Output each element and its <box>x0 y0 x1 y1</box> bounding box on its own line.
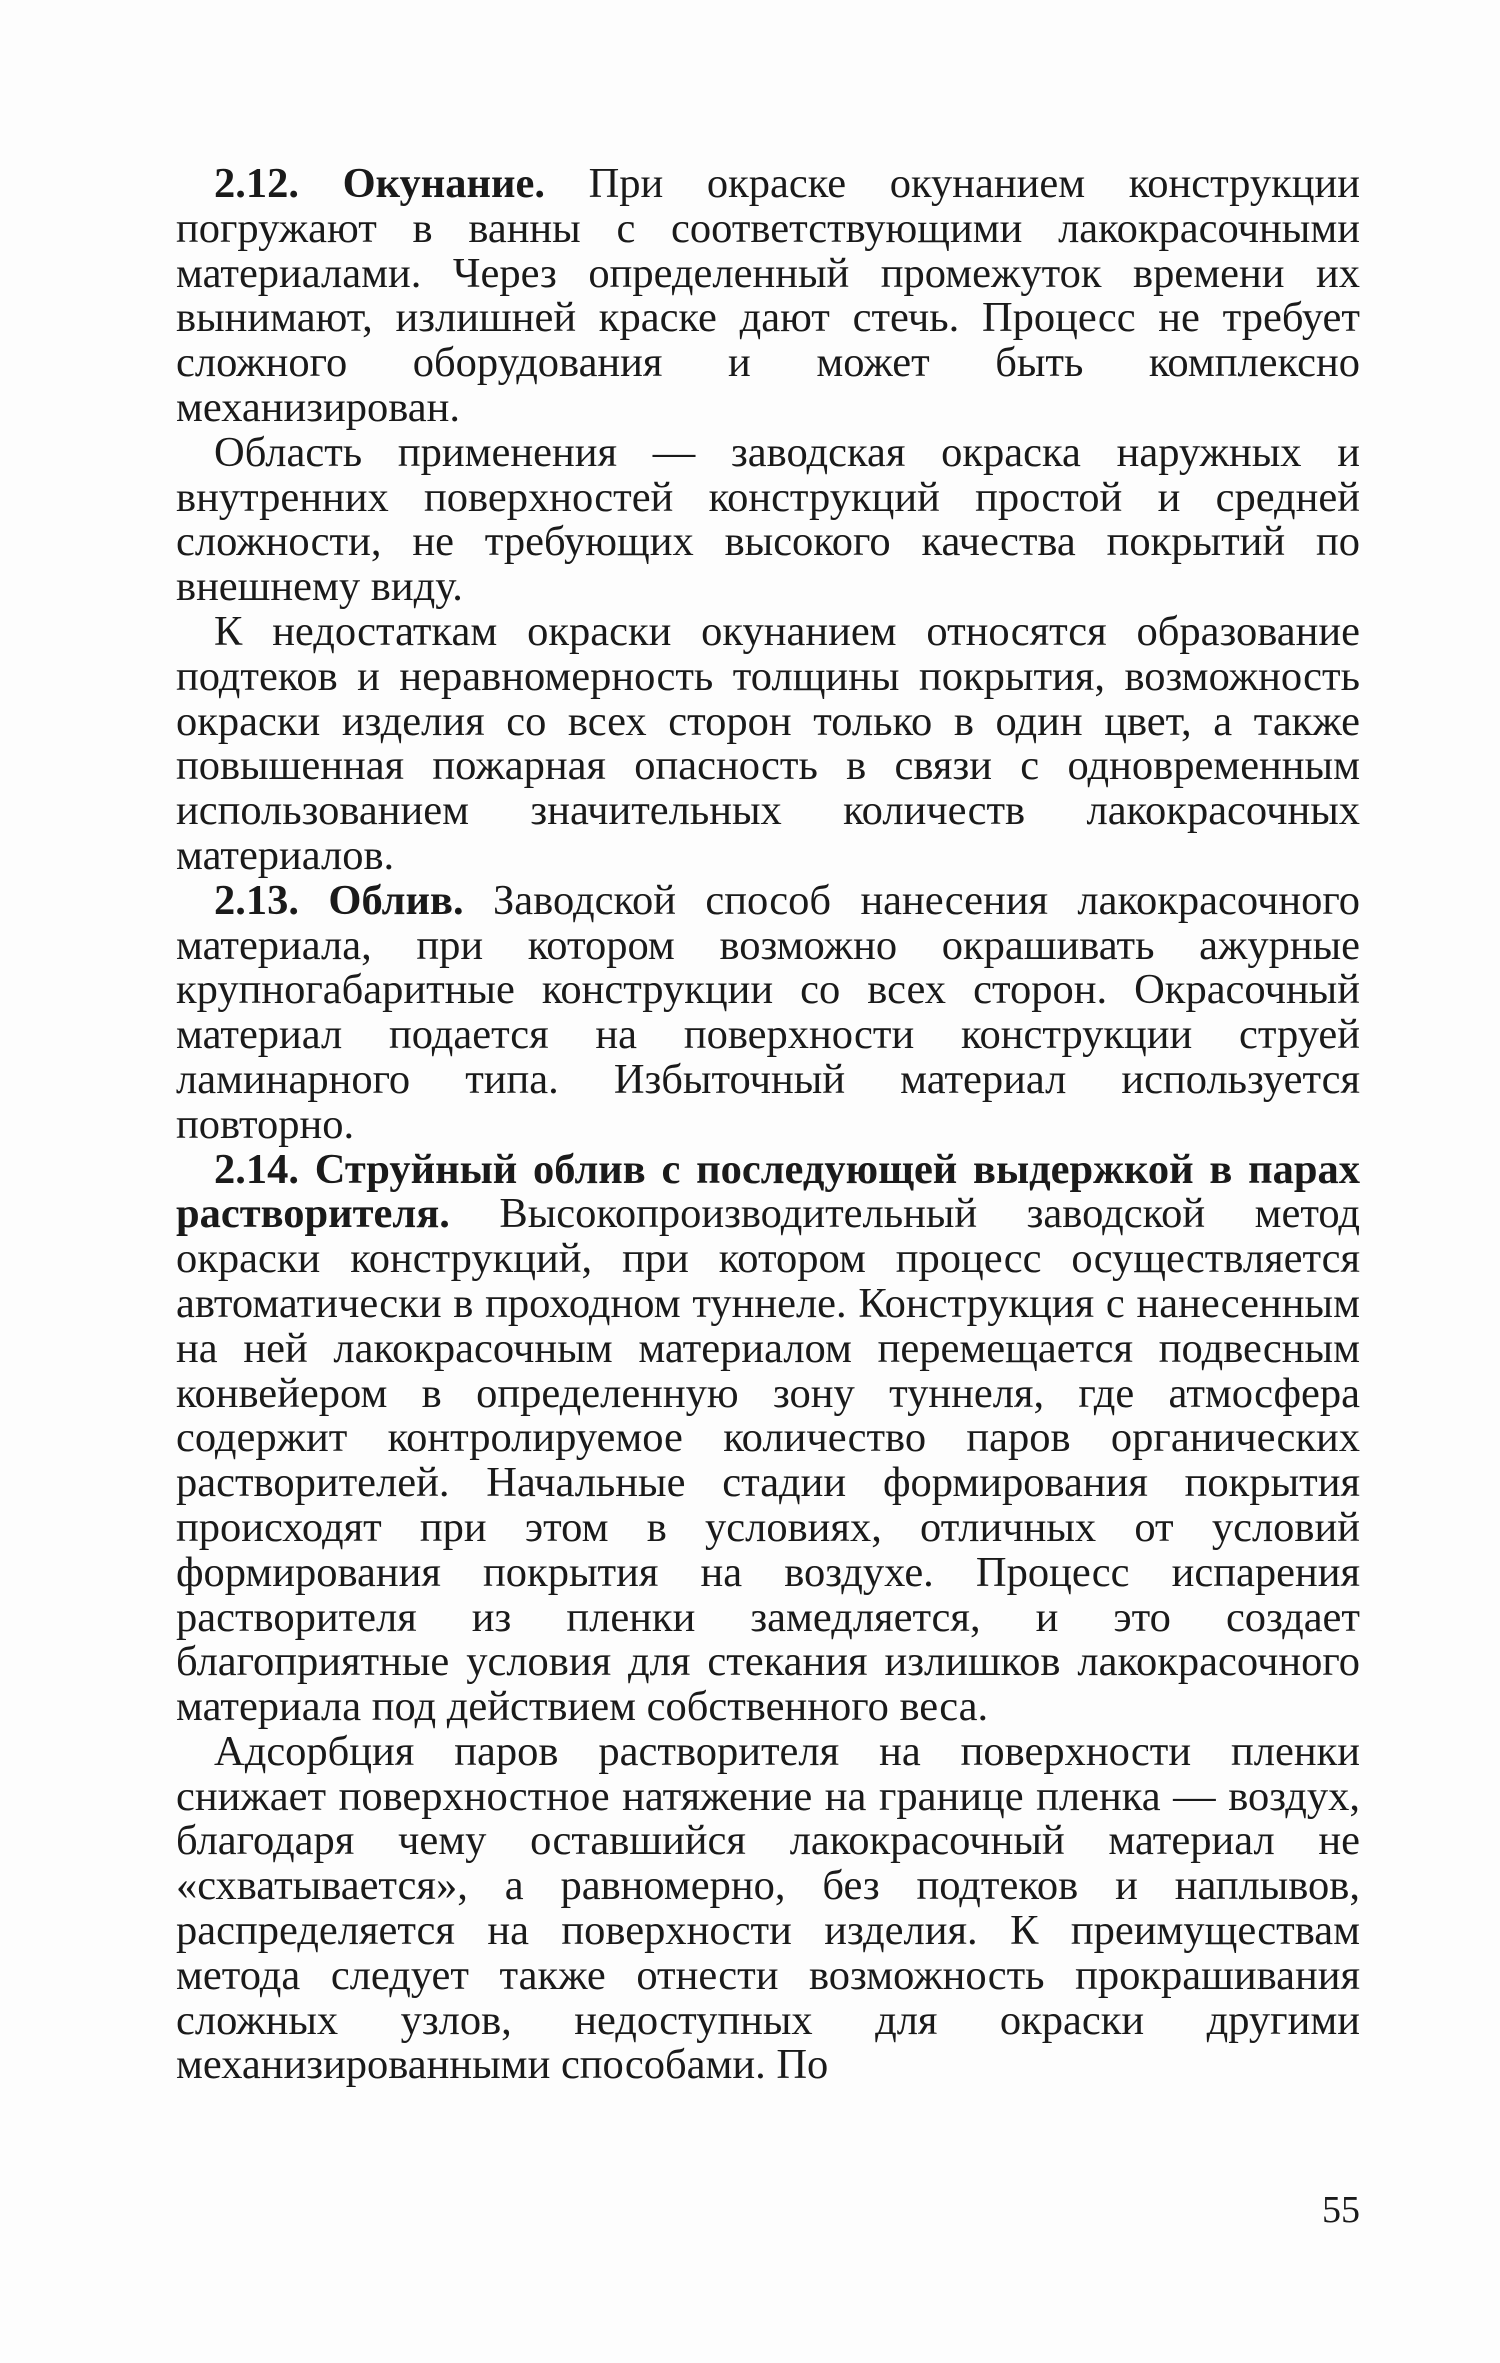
paragraph-text: Область применения — заводская окраска наружных и внутренних поверхностей конструкций простой и средней сложности, не требующих высокого качества покрытий по внешнему виду. <box>176 428 1360 611</box>
paragraph-disadvantages <box>176 607 1360 879</box>
section-heading-2-13: 2.13. Облив. <box>214 876 464 924</box>
section-heading-2-12: 2.12. Окунание. <box>214 160 545 207</box>
page-number: 55 <box>1322 2189 1360 2231</box>
paragraph-text: Заводской способ нанесения лакокрасочного материала, при котором возможно окрашивать ажурные крупногабаритные конструкции со всех сторон. Окрасочный материал подается на поверхности конструкции струей ламинарного типа. Избыточный материал используется повторно. <box>176 876 1360 1148</box>
paragraph-application-area <box>176 428 1360 611</box>
paragraph-adsorption <box>176 1727 1360 2089</box>
body-text <box>176 162 1360 2088</box>
paragraph-2-12 <box>176 162 1360 431</box>
paragraph-2-14 <box>176 1145 1360 1731</box>
paragraph-text: К недостаткам окраски окунанием относятся образование подтеков и неравномерность толщины покрытия, возможность окраски изделия со всех сторон только в один цвет, а также повышенная пожарная опасность в связи с одновременным использованием значительных количеств лакокрасочных материалов. <box>176 607 1360 879</box>
section-heading-2-14: 2.14. Струйный облив с последующей выдержкой в парах растворителя. <box>176 1145 1360 1238</box>
paragraph-text: Высокопроизводительный заводской метод окраски конструкций, при котором процесс осуществляется автоматически в проходном туннеле. Конструкция с нанесенным на ней лакокрасочным материалом перемещается подвесным конвейером в определенную зону туннеля, где атмосфера содержит контролируемое количество паров органических растворителей. Начальные стадии формирования покрытия происходят при этом в условиях, отличных от условий формирования покрытия на воздухе. Процесс испарения растворителя из пленки замедляется, и это создает благоприятные условия для стекания излишков лакокрасочного материала под действием собственного веса. <box>176 1190 1360 1731</box>
paragraph-2-13 <box>176 876 1360 1148</box>
paragraph-text: При окраске окунанием конструкции погружают в ванны с соответствующими лакокрасочными материалами. Через определенный промежуток времени их вынимают, излишней краске дают стечь. Процесс не требует сложного оборудования и может быть комплексно механизирован. <box>176 160 1360 431</box>
paragraph-text: Адсорбция паров растворителя на поверхности пленки снижает поверхностное натяжение на границе пленка — воздух, благодаря чему оставшийся лакокрасочный материал не «схватывается», а равномерно, без подтеков и наплывов, распределяется на поверхности изделия. К преимуществам метода следует также отнести возможность прокрашивания сложных узлов, недоступных для окраски другими механизированными способами. По <box>176 1727 1360 2089</box>
